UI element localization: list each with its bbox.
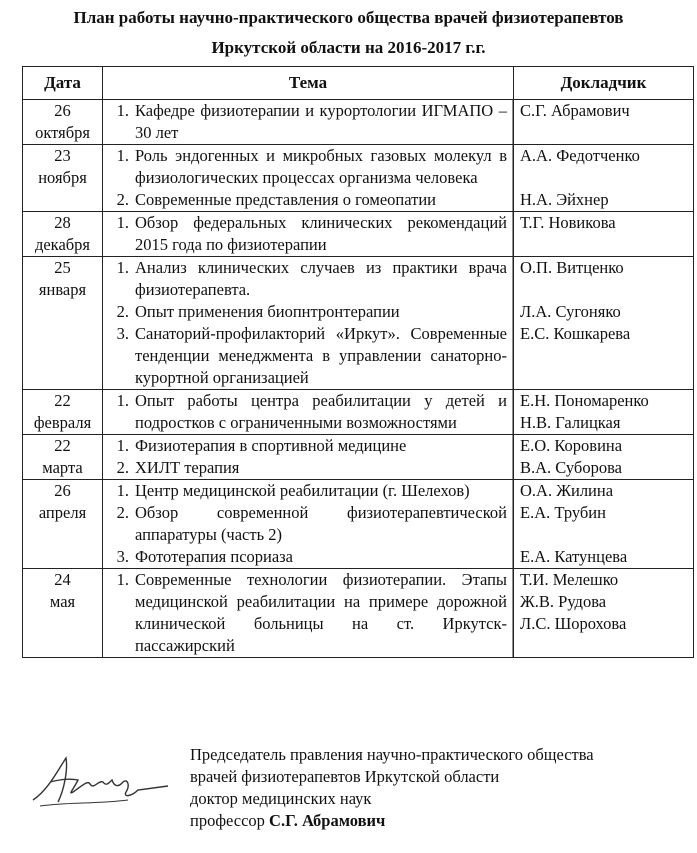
speaker-name: Е.С. Кошкарева bbox=[520, 324, 631, 343]
speaker-cell bbox=[513, 100, 693, 144]
item-number: 1. bbox=[116, 101, 129, 120]
item-number: 1. bbox=[116, 146, 129, 165]
item-text: Современные представления о гомеопатии bbox=[135, 190, 437, 209]
speaker-name: Е.А. Трубин bbox=[520, 503, 606, 522]
speaker-name: Л.С. Шорохова bbox=[520, 614, 627, 633]
speaker-name: Е.Н. Пономаренко bbox=[520, 391, 649, 410]
table-row bbox=[23, 390, 694, 435]
date-month: ноября bbox=[38, 168, 87, 187]
speaker-name: Ж.В. Рудова bbox=[520, 592, 607, 611]
footer-title: профессор bbox=[190, 811, 270, 830]
topic-item bbox=[103, 189, 693, 211]
topic-cell bbox=[103, 435, 694, 480]
signatory-name: С.Г. Абрамович bbox=[269, 811, 386, 830]
document-subtitle: Иркутской области на 2016-2017 г.г. bbox=[211, 38, 486, 57]
topic-cell bbox=[103, 145, 694, 212]
item-number: 1. bbox=[116, 258, 129, 277]
item-text: Физиотерапия в спортивной медицине bbox=[135, 436, 407, 455]
topic-cell bbox=[103, 390, 694, 435]
header-topic: Тема bbox=[103, 67, 514, 100]
topic-item bbox=[103, 457, 693, 479]
date-cell bbox=[23, 390, 103, 435]
item-text: Анализ клинических случаев из практики врача физиотерапевта. bbox=[135, 258, 507, 299]
footer-line: врачей физиотерапевтов Иркутской области bbox=[190, 767, 500, 786]
speaker-cell bbox=[513, 390, 693, 434]
date-cell bbox=[23, 100, 103, 145]
date-month: января bbox=[38, 280, 87, 299]
speaker-cell bbox=[513, 145, 693, 189]
speaker-cell bbox=[513, 435, 693, 457]
topic-cell bbox=[103, 212, 694, 257]
speaker-cell bbox=[513, 257, 693, 301]
speaker-cell bbox=[513, 569, 693, 657]
item-text: Санаторий-профилакторий «Иркут». Современные тенденции менеджмента в управлении санаторно-курортной организацией bbox=[135, 324, 507, 387]
speaker-cell bbox=[513, 212, 693, 256]
speaker-name: Е.А. Катунцева bbox=[520, 547, 628, 566]
date-day: 26 bbox=[54, 101, 71, 120]
item-text: Опыт работы центра реабилитации у детей и подростков с ограниченными возможностями bbox=[135, 391, 507, 432]
speaker-name: Т.Г. Новикова bbox=[520, 213, 616, 232]
footer-line: доктор медицинских наук bbox=[190, 789, 372, 808]
topic-item bbox=[103, 257, 693, 301]
date-cell bbox=[23, 145, 103, 212]
item-number: 2. bbox=[116, 458, 129, 477]
item-text: Центр медицинской реабилитации (г. Шелехов) bbox=[135, 481, 470, 500]
signature-block bbox=[190, 744, 594, 832]
table-row bbox=[23, 569, 694, 658]
item-text: Фототерапия псориаза bbox=[135, 547, 294, 566]
item-text: Обзор современной физиотерапевтической аппаратуры (часть 2) bbox=[135, 503, 507, 544]
date-cell bbox=[23, 569, 103, 658]
topic-item bbox=[103, 390, 693, 434]
speaker-name: О.А. Жилина bbox=[520, 481, 614, 500]
date-day: 25 bbox=[54, 258, 71, 277]
date-cell bbox=[23, 480, 103, 569]
speaker-cell bbox=[513, 457, 693, 479]
speaker-cell bbox=[513, 301, 693, 323]
item-number: 2. bbox=[116, 302, 129, 321]
date-day: 24 bbox=[54, 570, 71, 589]
table-row bbox=[23, 480, 694, 569]
item-number: 2. bbox=[116, 190, 129, 209]
item-text: Обзор федеральных клинических рекомендаций 2015 года по физиотерапии bbox=[135, 213, 507, 254]
date-month: мая bbox=[49, 592, 76, 611]
date-day: 26 bbox=[54, 481, 71, 500]
topic-item bbox=[103, 502, 693, 546]
speaker-name: Т.И. Мелешко bbox=[520, 570, 619, 589]
date-cell bbox=[23, 257, 103, 390]
table-row bbox=[23, 145, 694, 212]
speaker-cell bbox=[513, 189, 693, 211]
date-month: октября bbox=[35, 123, 90, 142]
speaker-name: А.А. Федотченко bbox=[520, 146, 640, 165]
item-number: 1. bbox=[116, 481, 129, 500]
footer-line bbox=[190, 810, 594, 832]
topic-item bbox=[103, 569, 693, 657]
date-day: 22 bbox=[54, 436, 71, 455]
topic-cell bbox=[103, 569, 694, 658]
date-cell bbox=[23, 212, 103, 257]
topic-item bbox=[103, 435, 693, 457]
topic-item bbox=[103, 546, 693, 568]
date-month: марта bbox=[42, 458, 83, 477]
date-month: декабря bbox=[34, 235, 91, 254]
date-cell bbox=[23, 435, 103, 480]
signature-image bbox=[28, 740, 178, 820]
speaker-cell bbox=[513, 323, 693, 389]
item-number: 3. bbox=[116, 324, 129, 343]
speaker-name: С.Г. Абрамович bbox=[520, 101, 630, 120]
table-row bbox=[23, 212, 694, 257]
table-row bbox=[23, 100, 694, 145]
topic-item bbox=[103, 323, 693, 389]
item-text: ХИЛТ терапия bbox=[135, 458, 240, 477]
topic-cell bbox=[103, 257, 694, 390]
topic-item bbox=[103, 145, 693, 189]
item-number: 1. bbox=[116, 391, 129, 410]
speaker-name: Н.В. Галицкая bbox=[520, 413, 621, 432]
topic-item bbox=[103, 301, 693, 323]
speaker-name: Н.А. Эйхнер bbox=[520, 190, 609, 209]
topic-cell bbox=[103, 100, 694, 145]
table-header-row bbox=[23, 67, 694, 100]
item-number: 1. bbox=[116, 213, 129, 232]
speaker-name: Е.О. Коровина bbox=[520, 436, 623, 455]
topic-item bbox=[103, 212, 693, 256]
topic-item bbox=[103, 480, 693, 502]
topic-cell bbox=[103, 480, 694, 569]
topic-item bbox=[103, 100, 693, 144]
speaker-name: В.А. Суборова bbox=[520, 458, 622, 477]
item-text: Кафедре физиотерапии и курортологии ИГМАПО – 30 лет bbox=[135, 101, 507, 142]
item-number: 2. bbox=[116, 503, 129, 522]
speaker-name: Л.А. Сугоняко bbox=[520, 302, 621, 321]
schedule-table bbox=[22, 66, 694, 658]
speaker-cell bbox=[513, 502, 693, 546]
table-body bbox=[23, 100, 694, 658]
header-date: Дата bbox=[23, 67, 103, 100]
item-text: Опыт применения биопнтронтерапии bbox=[135, 302, 400, 321]
header-speaker: Докладчик bbox=[514, 67, 694, 100]
speaker-cell bbox=[513, 480, 693, 502]
item-number: 1. bbox=[116, 570, 129, 589]
table-row bbox=[23, 257, 694, 390]
date-day: 22 bbox=[54, 391, 71, 410]
item-number: 1. bbox=[116, 436, 129, 455]
item-text: Современные технологии физиотерапии. Этапы медицинской реабилитации на примере дорожной клинической больницы на ст. Иркутск-пассажирский bbox=[135, 570, 507, 655]
date-month: апреля bbox=[38, 503, 87, 522]
speaker-cell bbox=[513, 546, 693, 568]
item-number: 3. bbox=[116, 547, 129, 566]
date-day: 28 bbox=[54, 213, 71, 232]
document-title: План работы научно-практического общества врачей физиотерапевтов bbox=[73, 8, 624, 27]
footer-line: Председатель правления научно-практического общества bbox=[190, 745, 594, 764]
table-row bbox=[23, 435, 694, 480]
date-month: февраля bbox=[33, 413, 92, 432]
speaker-name: О.П. Витценко bbox=[520, 258, 624, 277]
date-day: 23 bbox=[54, 146, 71, 165]
item-text: Роль эндогенных и микробных газовых молекул в физиологических процессах организма человека bbox=[135, 146, 507, 187]
